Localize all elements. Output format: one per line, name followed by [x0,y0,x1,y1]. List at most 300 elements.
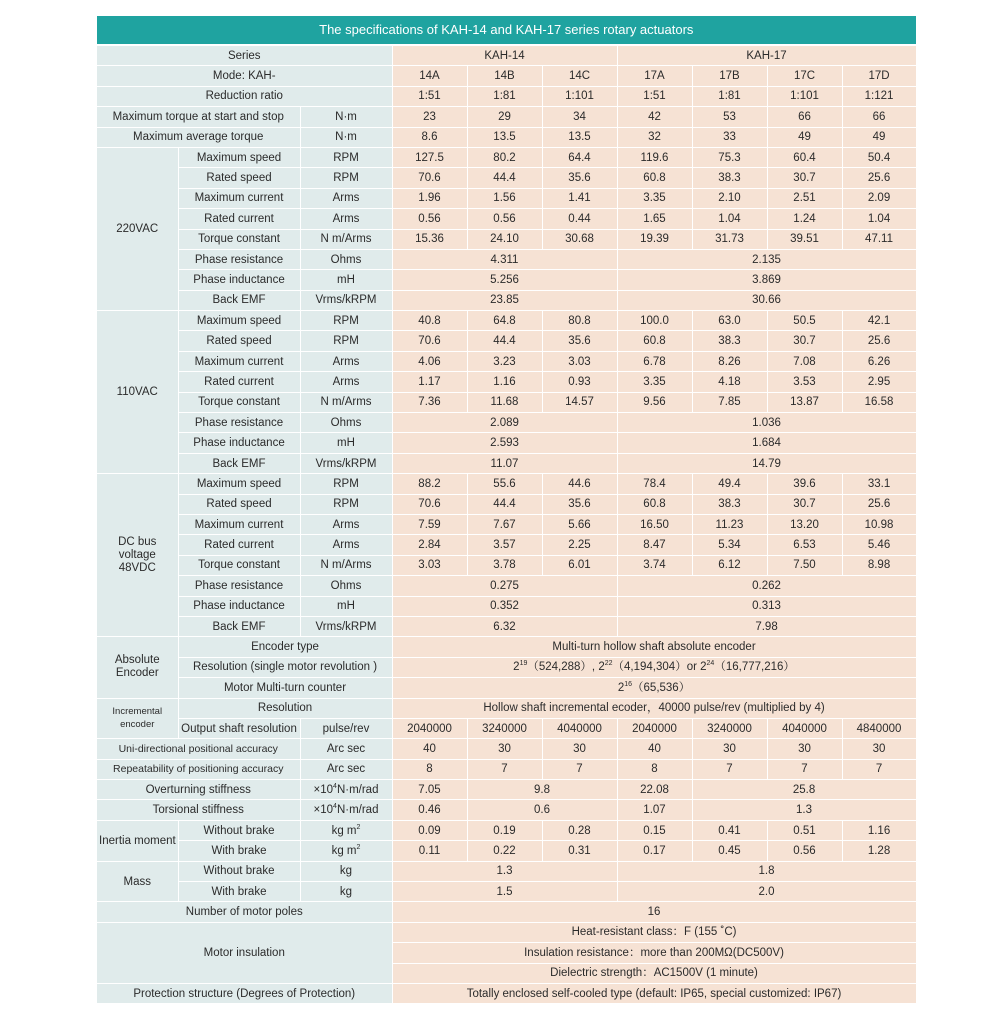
encoder-type-value: Multi-turn hollow shaft absolute encoder [392,637,916,657]
value-cell: 13.5 [467,127,542,147]
value-cell: 2.10 [692,188,767,208]
value-cell: 1.16 [467,372,542,392]
value-cell: 7 [767,759,842,779]
voltage-row [97,576,916,596]
avg-torque-label: Maximum average torque [97,127,300,147]
ratio-cell: 1:101 [767,86,842,106]
param-unit: Arms [300,209,392,229]
value-cell: 0.17 [617,841,692,861]
torque-start-row [97,107,916,127]
value-cell: 30 [467,739,542,759]
torsional-row [97,800,916,820]
value-cell: 33 [692,127,767,147]
value-cell: 3.53 [767,372,842,392]
value-cell: 7.08 [767,351,842,371]
insulation-line: Heat-resistant class：F (155 ˚C) [392,922,916,942]
inertia-with-label: With brake [178,841,300,861]
voltage-group-label: 220VAC [97,147,178,310]
voltage-group-label: 110VAC [97,311,178,474]
param-unit: Arms [300,372,392,392]
value-cell: 30.7 [767,494,842,514]
inertia-label: Inertia moment [97,820,178,861]
encoder-res-value [392,657,916,677]
param-label: Phase resistance [178,249,300,269]
value-cell: 1.28 [842,841,916,861]
insulation-label: Motor insulation [97,922,392,983]
value-cell: 1.8 [617,861,916,881]
value-cell: 2.25 [542,535,617,555]
value-cell: 24.10 [467,229,542,249]
param-label: Maximum speed [178,474,300,494]
value-cell: 0.19 [467,820,542,840]
value-cell: 3240000 [467,718,542,738]
unit-pre: kg m [331,824,357,837]
torque-start-label: Maximum torque at start and stop [97,107,300,127]
param-unit: Ohms [300,576,392,596]
overturning-unit [300,780,392,800]
voltage-row [97,331,916,351]
value-cell: 63.0 [692,311,767,331]
value-cell: 0.262 [617,576,916,596]
value-cell: 4040000 [767,718,842,738]
value-cell: 3.74 [617,555,692,575]
value-cell: 6.26 [842,351,916,371]
rep-accuracy-row [97,759,916,779]
value-cell: 78.4 [617,474,692,494]
value-cell: 44.4 [467,494,542,514]
value-cell: 0.313 [617,596,916,616]
value-cell: 8 [617,759,692,779]
value-cell: 127.5 [392,147,467,167]
value-cell: 4.06 [392,351,467,371]
value-cell: 30 [842,739,916,759]
value-cell: 60.4 [767,147,842,167]
value-cell: 6.32 [392,616,617,636]
value-cell: 2040000 [392,718,467,738]
value-cell: 2.84 [392,535,467,555]
overturning-row [97,780,916,800]
value-cell: 9.8 [467,780,617,800]
param-unit: Vrms/kRPM [300,616,392,636]
value-cell: 0.56 [767,841,842,861]
value-cell: 0.11 [392,841,467,861]
value-cell: 22.08 [617,780,692,800]
value-cell: 7.98 [617,616,916,636]
value-cell: 0.275 [392,576,617,596]
value-cell: 1.684 [617,433,916,453]
protection-label: Protection structure (Degrees of Protection) [97,983,392,1003]
param-unit: Arms [300,535,392,555]
res-base: 2 [513,661,520,674]
value-cell: 70.6 [392,494,467,514]
param-unit: RPM [300,168,392,188]
param-unit: RPM [300,311,392,331]
poles-row [97,902,916,922]
inc-res-label: Resolution [178,698,392,718]
value-cell: 2.0 [617,882,916,902]
value-cell: 88.2 [392,474,467,494]
param-label: Torque constant [178,392,300,412]
mode-label: Mode: KAH- [97,66,392,86]
value-cell: 0.6 [467,800,617,820]
value-cell: 0.31 [542,841,617,861]
value-cell: 119.6 [617,147,692,167]
value-cell: 1.96 [392,188,467,208]
value-cell: 2040000 [617,718,692,738]
mode-cell: 14A [392,66,467,86]
value-cell: 3.35 [617,372,692,392]
value-cell: 50.4 [842,147,916,167]
value-cell: 4.18 [692,372,767,392]
param-label: Back EMF [178,616,300,636]
value-cell: 1.07 [617,800,692,820]
value-cell: 47.11 [842,229,916,249]
value-cell: 25.6 [842,168,916,188]
value-cell: 8 [392,759,467,779]
value-cell: 0.56 [392,209,467,229]
value-cell: 16.58 [842,392,916,412]
value-cell: 5.34 [692,535,767,555]
value-cell: 33.1 [842,474,916,494]
value-cell: 0.44 [542,209,617,229]
voltage-row [97,249,916,269]
inertia-unit [300,820,392,840]
voltage-row [97,209,916,229]
unit-pre: ×10 [313,804,334,817]
value-cell: 1.5 [392,882,617,902]
value-cell: 1.3 [392,861,617,881]
mode-cell: 17D [842,66,916,86]
voltage-row [97,413,916,433]
voltage-row [97,514,916,534]
inc-encoder-label: Incremental encoder [97,698,178,739]
value-cell: 19.39 [617,229,692,249]
abs-encoder-type-row [97,637,916,657]
value-cell: 49 [842,127,916,147]
value-cell: 0.22 [467,841,542,861]
value-cell: 30 [767,739,842,759]
uni-accuracy-label: Uni-directional positional accuracy [97,739,300,759]
value-cell: 23.85 [392,290,617,310]
mode-cell: 14C [542,66,617,86]
rep-accuracy-label: Repeatability of positioning accuracy [97,759,300,779]
value-cell: 1.65 [617,209,692,229]
mass-unit: kg [300,882,392,902]
voltage-row [97,616,916,636]
param-unit: mH [300,270,392,290]
value-cell: 3.869 [617,270,916,290]
value-cell: 31.73 [692,229,767,249]
counter-exp: 16 [624,680,633,688]
voltage-row [97,229,916,249]
value-cell: 11.68 [467,392,542,412]
value-cell: 16.50 [617,514,692,534]
value-cell: 1.3 [692,800,916,820]
voltage-row [97,372,916,392]
protection-value: Totally enclosed self-cooled type (default: IP65, special customized: IP67) [392,983,916,1003]
param-unit: RPM [300,147,392,167]
series-kah14: KAH-14 [392,45,617,66]
value-cell: 3.35 [617,188,692,208]
param-label: Rated current [178,535,300,555]
value-cell: 38.3 [692,168,767,188]
value-cell: 8.47 [617,535,692,555]
value-cell: 30.7 [767,331,842,351]
poles-label: Number of motor poles [97,902,392,922]
avg-torque-row [97,127,916,147]
counter-value [392,678,916,698]
torsional-label: Torsional stiffness [97,800,300,820]
value-cell: 7.36 [392,392,467,412]
inc-encoder-out-row [97,718,916,738]
value-cell: 80.2 [467,147,542,167]
res-base: 2 [700,661,707,674]
value-cell: 35.6 [542,494,617,514]
voltage-row [97,188,916,208]
mode-cell: 17A [617,66,692,86]
voltage-row [97,474,916,494]
param-unit: mH [300,433,392,453]
param-label: Phase resistance [178,576,300,596]
value-cell: 0.41 [692,820,767,840]
rep-accuracy-unit: Arc sec [300,759,392,779]
value-cell: 4.311 [392,249,617,269]
value-cell: 7 [542,759,617,779]
value-cell: 23 [392,107,467,127]
counter-label: Motor Multi-turn counter [178,678,392,698]
value-cell: 66 [767,107,842,127]
param-label: Torque constant [178,229,300,249]
value-cell: 7 [692,759,767,779]
protection-row [97,983,916,1003]
value-cell: 0.46 [392,800,467,820]
value-cell: 39.51 [767,229,842,249]
param-label: Torque constant [178,555,300,575]
value-cell: 29 [467,107,542,127]
value-cell: 0.45 [692,841,767,861]
value-cell: 44.4 [467,331,542,351]
value-cell: 39.6 [767,474,842,494]
unit-pre: ×10 [313,783,334,796]
value-cell: 55.6 [467,474,542,494]
value-cell: 60.8 [617,331,692,351]
value-cell: 38.3 [692,494,767,514]
encoder-type-label: Encoder type [178,637,392,657]
inc-encoder-res-row [97,698,916,718]
voltage-row [97,433,916,453]
out-res-label: Output shaft resolution [178,718,300,738]
param-label: Maximum current [178,351,300,371]
value-cell: 100.0 [617,311,692,331]
value-cell: 30.7 [767,168,842,188]
param-label: Phase inductance [178,270,300,290]
value-cell: 2.09 [842,188,916,208]
ratio-cell: 1:101 [542,86,617,106]
counter-base: 2 [617,681,625,694]
counter-text: （65,536） [632,681,691,694]
mass-unit: kg [300,861,392,881]
value-cell: 3.57 [467,535,542,555]
value-cell: 11.23 [692,514,767,534]
value-cell: 30 [692,739,767,759]
inertia-unit [300,841,392,861]
abs-encoder-counter-row [97,678,916,698]
mode-cell: 17B [692,66,767,86]
value-cell: 8.98 [842,555,916,575]
value-cell: 4040000 [542,718,617,738]
value-cell: 2.135 [617,249,916,269]
res-text: （524,288）, [527,661,599,674]
param-unit: RPM [300,494,392,514]
mass-without-row [97,861,916,881]
value-cell: 44.4 [467,168,542,188]
param-label: Rated speed [178,494,300,514]
uni-accuracy-row [97,739,916,759]
unit-exp: 4 [333,803,337,811]
param-label: Maximum current [178,188,300,208]
value-cell: 14.79 [617,453,916,473]
value-cell: 3.23 [467,351,542,371]
unit-post: N·m/rad [336,804,379,817]
voltage-group-label: DC bus voltage 48VDC [97,474,178,637]
value-cell: 1.036 [617,413,916,433]
mass-label: Mass [97,861,178,902]
value-cell: 0.15 [617,820,692,840]
value-cell: 2.593 [392,433,617,453]
unit-post: N·m/rad [336,783,379,796]
value-cell: 64.8 [467,311,542,331]
mode-row [97,66,916,86]
mode-cell: 17C [767,66,842,86]
value-cell: 13.20 [767,514,842,534]
param-label: Back EMF [178,290,300,310]
param-label: Phase resistance [178,413,300,433]
torsional-unit [300,800,392,820]
value-cell: 0.51 [767,820,842,840]
param-unit: N m/Arms [300,392,392,412]
value-cell: 1.41 [542,188,617,208]
res-text: （16,777,216） [714,661,795,674]
ratio-cell: 1:51 [392,86,467,106]
ratio-row [97,86,916,106]
value-cell: 0.93 [542,372,617,392]
voltage-row [97,392,916,412]
ratio-cell: 1:51 [617,86,692,106]
value-cell: 7.05 [392,780,467,800]
value-cell: 30.66 [617,290,916,310]
value-cell: 14.57 [542,392,617,412]
value-cell: 66 [842,107,916,127]
inertia-without-label: Without brake [178,820,300,840]
voltage-row [97,311,916,331]
value-cell: 3.03 [542,351,617,371]
value-cell: 34 [542,107,617,127]
value-cell: 3240000 [692,718,767,738]
value-cell: 3.03 [392,555,467,575]
value-cell: 5.66 [542,514,617,534]
spec-table [97,16,917,1004]
value-cell: 40.8 [392,311,467,331]
value-cell: 75.3 [692,147,767,167]
param-label: Phase inductance [178,433,300,453]
value-cell: 1.56 [467,188,542,208]
voltage-row [97,290,916,310]
value-cell: 38.3 [692,331,767,351]
value-cell: 60.8 [617,168,692,188]
mass-with-row [97,882,916,902]
value-cell: 7 [842,759,916,779]
voltage-row [97,494,916,514]
value-cell: 42 [617,107,692,127]
value-cell: 40 [617,739,692,759]
value-cell: 1.16 [842,820,916,840]
value-cell: 8.26 [692,351,767,371]
param-unit: Arms [300,188,392,208]
voltage-row [97,351,916,371]
value-cell: 35.6 [542,331,617,351]
value-cell: 44.6 [542,474,617,494]
value-cell: 1.04 [842,209,916,229]
voltage-row [97,168,916,188]
res-base: 2 [598,661,605,674]
value-cell: 25.6 [842,331,916,351]
value-cell: 7.59 [392,514,467,534]
mode-cell: 14B [467,66,542,86]
inertia-with-row [97,841,916,861]
value-cell: 11.07 [392,453,617,473]
value-cell: 25.8 [692,780,916,800]
value-cell: 7.50 [767,555,842,575]
value-cell: 7 [467,759,542,779]
unit-exp: 2 [356,823,361,831]
value-cell: 6.12 [692,555,767,575]
res-exp: 22 [604,660,613,668]
voltage-row [97,147,916,167]
abs-encoder-label: Absolute Encoder [97,637,178,698]
value-cell: 1.24 [767,209,842,229]
value-cell: 6.01 [542,555,617,575]
value-cell: 1.04 [692,209,767,229]
value-cell: 9.56 [617,392,692,412]
insulation-line: Insulation resistance：more than 200MΩ(DC500V) [392,943,916,963]
voltage-row [97,270,916,290]
insulation-line: Dielectric strength：AC1500V (1 minute) [392,963,916,983]
series-label: Series [97,45,392,66]
value-cell: 70.6 [392,168,467,188]
voltage-row [97,453,916,473]
value-cell: 49 [767,127,842,147]
param-label: Rated speed [178,168,300,188]
value-cell: 0.09 [392,820,467,840]
param-unit: Arms [300,514,392,534]
res-exp: 24 [706,660,715,668]
param-unit: RPM [300,331,392,351]
uni-accuracy-unit: Arc sec [300,739,392,759]
torque-start-unit: N·m [300,107,392,127]
param-label: Rated current [178,209,300,229]
param-label: Phase inductance [178,596,300,616]
poles-value: 16 [392,902,916,922]
voltage-row [97,596,916,616]
insulation-row [97,922,916,942]
value-cell: 40 [392,739,467,759]
out-res-unit: pulse/rev [300,718,392,738]
mass-without-label: Without brake [178,861,300,881]
mass-with-label: With brake [178,882,300,902]
overturning-label: Overturning stiffness [97,780,300,800]
param-unit: Ohms [300,413,392,433]
unit-pre: kg m [331,844,357,857]
